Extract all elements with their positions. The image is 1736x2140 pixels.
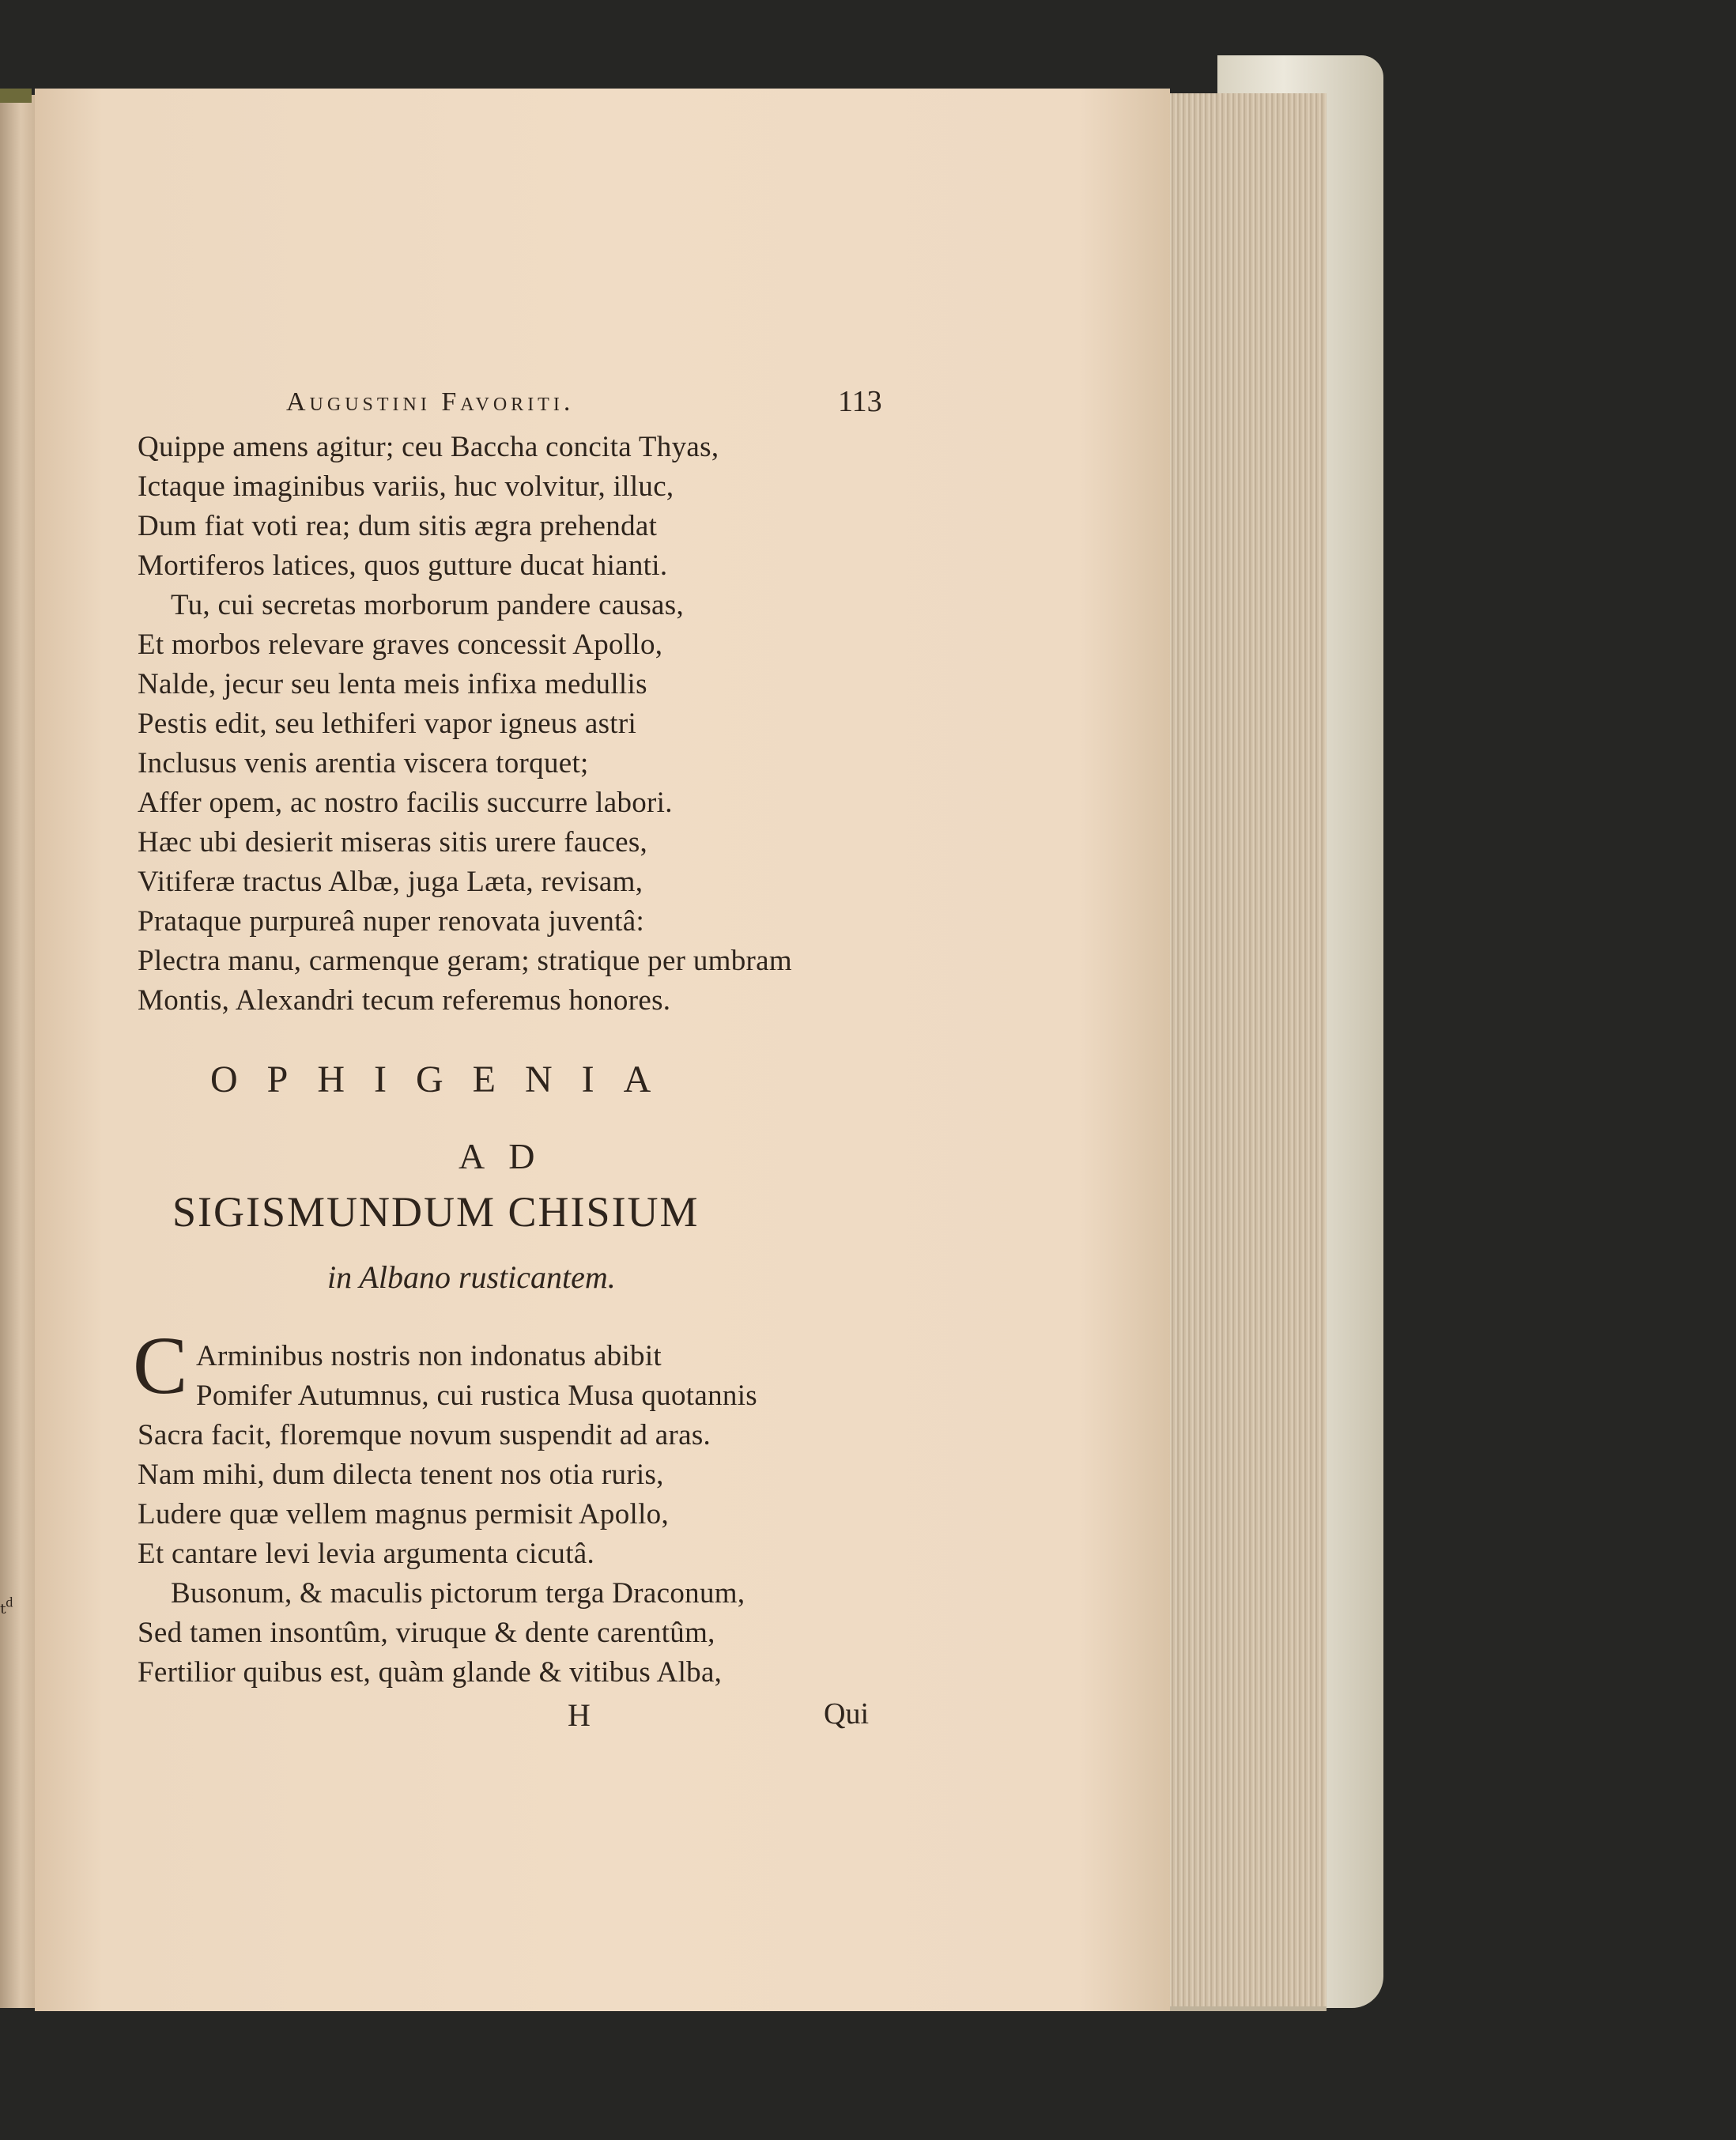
verse-line: Pomifer Autumnus, cui rustica Musa quotannis xyxy=(196,1379,757,1412)
verse-line: Pestis edit, seu lethiferi vapor igneus astri xyxy=(138,708,637,740)
verse-line: Et morbos relevare graves concessit Apollo, xyxy=(138,628,663,661)
verse-line: Et cantare levi levia argumenta cicutâ. xyxy=(138,1538,595,1570)
drop-capital: C xyxy=(133,1320,188,1411)
verse-line: Prataque purpureâ nuper renovata juventâ: xyxy=(138,905,645,938)
left-page-fragment: ₜᵈ xyxy=(0,1593,13,1619)
signature-mark: H xyxy=(568,1697,591,1733)
verse-line: Nam mihi, dum dilecta tenent nos otia ruris, xyxy=(138,1459,664,1491)
verse-line: Sacra facit, floremque novum suspendit ad aras. xyxy=(138,1419,711,1451)
verse-line: Ludere quæ vellem magnus permisit Apollo, xyxy=(138,1498,670,1530)
verse-line: Plectra manu, carmenque geram; stratique per umbram xyxy=(138,945,792,977)
verse-line: Vitiferæ tractus Albæ, juga Læta, revisam, xyxy=(138,866,643,898)
verse-line: Busonum, & maculis pictorum terga Draconum, xyxy=(171,1577,745,1610)
poem-subtitle: in Albano rusticantem. xyxy=(327,1259,616,1295)
verse-line: Quippe amens agitur; ceu Baccha concita Thyas, xyxy=(138,431,719,463)
book-page xyxy=(35,89,1170,2011)
left-page-sliver xyxy=(0,95,35,2008)
page-number: 113 xyxy=(838,385,882,418)
page-edges xyxy=(1168,93,1327,2011)
running-head: Augustini Favoriti. xyxy=(286,387,575,417)
verse-line: Tu, cui secretas morborum pandere causas, xyxy=(171,589,684,621)
verse-line: Fertilior quibus est, quàm glande & vitibus Alba, xyxy=(138,1656,723,1689)
verse-line: Hæc ubi desierit miseras sitis urere fauces, xyxy=(138,826,648,859)
verse-line: Affer opem, ac nostro facilis succurre labori. xyxy=(138,787,673,819)
verse-line: Ictaque imaginibus variis, huc volvitur, illuc, xyxy=(138,470,674,503)
verse-line: Mortiferos latices, quos gutture ducat hianti. xyxy=(138,549,668,582)
verse-line: Montis, Alexandri tecum referemus honores. xyxy=(138,984,671,1017)
poem-title: OPHIGENIA xyxy=(210,1059,681,1100)
verse-line: Nalde, jecur seu lenta meis infixa medullis xyxy=(138,668,647,700)
catchword: Qui xyxy=(824,1697,869,1730)
poem-dedicatee: SIGISMUNDUM CHISIUM xyxy=(172,1188,700,1236)
verse-line: Arminibus nostris non indonatus abibit xyxy=(196,1340,662,1372)
verse-line: Inclusus venis arentia viscera torquet; xyxy=(138,747,589,779)
spine-ribbon xyxy=(0,89,32,103)
verse-line: Dum fiat voti rea; dum sitis ægra prehendat xyxy=(138,510,658,542)
verse-line: Sed tamen insontûm, viruque & dente carentûm, xyxy=(138,1617,715,1649)
poem-title-ad: AD xyxy=(459,1136,559,1176)
